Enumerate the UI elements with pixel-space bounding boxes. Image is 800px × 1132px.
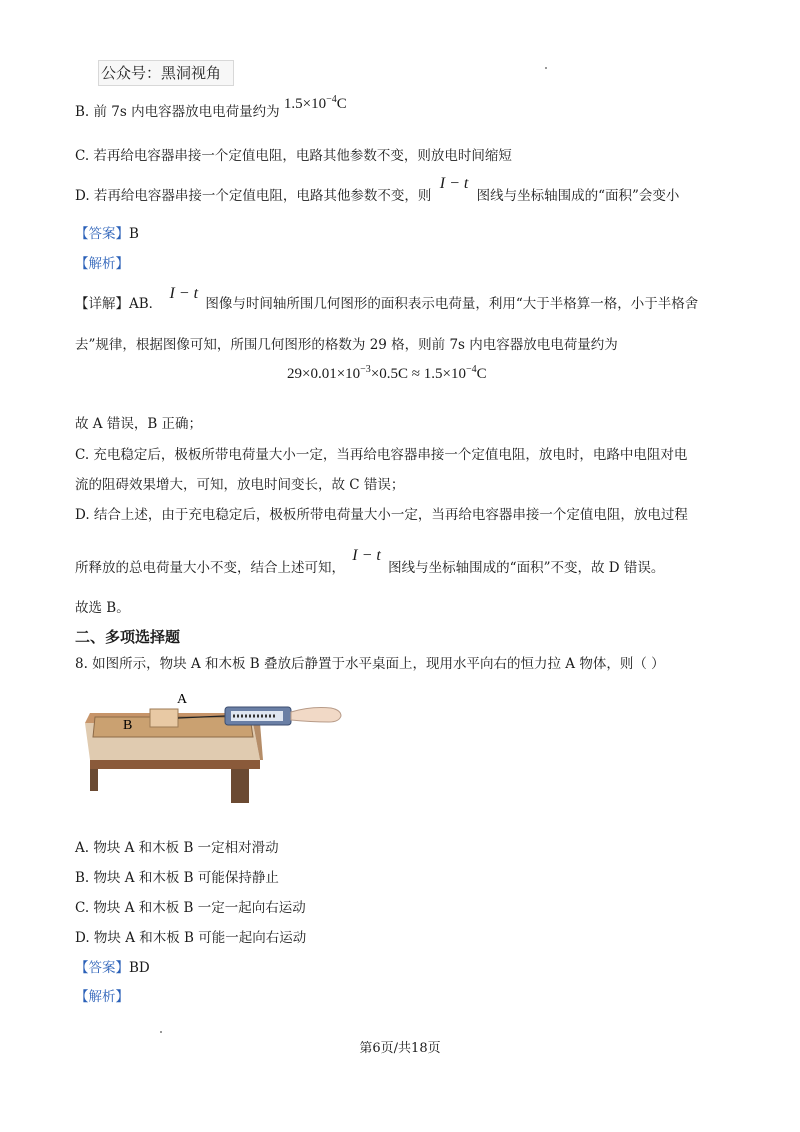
- detail-p4-line2: [75, 547, 665, 577]
- detail-ab: AB．: [129, 296, 163, 312]
- formula-unit: C: [336, 96, 347, 112]
- option-d-line: [75, 175, 680, 205]
- hand-icon: [291, 708, 341, 723]
- option-b-text: B. 前 7s 内电容器放电电荷量约为: [75, 104, 280, 120]
- detail-p5: 故选 B。: [75, 600, 130, 616]
- it-symbol: I − t: [169, 285, 199, 302]
- q8-answer: [75, 956, 150, 976]
- it-symbol: I − t: [439, 175, 469, 192]
- figure-block-on-board: [85, 685, 345, 807]
- formula-exp-2: −4: [465, 364, 477, 375]
- watermark-label: 公众号：黑洞视角: [98, 60, 234, 86]
- detail-p3-line1: C. 充电稳定后，极板所带电荷量大小一定，当再给电容器串接一个定值电阻，放电时，电路中电阻对电: [75, 447, 688, 463]
- answer-line: [75, 222, 139, 242]
- option-b-line: [75, 94, 347, 121]
- detail-text: 图像与时间轴所围几何图形的面积表示电荷量，利用“大于半格算一格，小于半格舍: [205, 296, 699, 312]
- speck: [160, 1031, 162, 1033]
- formula-exp-1: −3: [360, 364, 371, 375]
- page-footer: 第6页/共18页: [359, 1041, 441, 1056]
- label-a: A: [177, 692, 188, 707]
- detail-line-2: 去”规律，根据图像可知，所围几何图形的格数为 29 格，则前 7s 内电容器放电电荷量约为: [75, 337, 618, 353]
- detail-p4-line1: D. 结合上述，由于充电稳定后，极板所带电荷量大小一定，当再给电容器串接一个定值电阻，放电过程: [75, 507, 688, 523]
- block-a: [150, 709, 178, 727]
- speck: [545, 67, 547, 69]
- detail-p3-line2: 流的阻碍效果增大，可知，放电时间变长，故 C 错误；: [75, 477, 405, 493]
- option-d-text: D. 若再给电容器串接一个定值电阻，电路其他参数不变，则: [75, 188, 432, 204]
- formula-part-2: ×0.5C ≈ 1.5×10: [370, 366, 466, 382]
- formula-exponent: −4: [326, 94, 337, 105]
- formula-mantissa: 1.5×10: [283, 96, 327, 112]
- q8-option-b: B. 物块 A 和木板 B 可能保持静止: [75, 870, 279, 886]
- detail-text-after: 图线与坐标轴围成的“面积”不变，故 D 错误。: [388, 560, 665, 576]
- analysis-tag: 【解析】: [75, 256, 129, 272]
- q8-option-d: D. 物块 A 和木板 B 可能一起向右运动: [75, 930, 307, 946]
- table-leg-left: [90, 769, 98, 791]
- answer-text: BD: [129, 960, 150, 976]
- table-apron: [90, 760, 260, 769]
- answer-tag: 【答案】: [75, 960, 129, 976]
- answer-text: B: [129, 226, 139, 242]
- answer-tag: 【答案】: [75, 226, 129, 242]
- detail-tag: 【详解】: [75, 296, 129, 312]
- option-c-line: C. 若再给电容器串接一个定值电阻，电路其他参数不变，则放电时间缩短: [75, 148, 512, 164]
- detail-line-1: [75, 285, 699, 313]
- q8-option-a: A. 物块 A 和木板 B 一定相对滑动: [75, 840, 279, 856]
- formula-part-3: C: [476, 366, 487, 382]
- formula-line: [287, 364, 487, 383]
- option-d-text-after: 图线与坐标轴围成的“面积”会变小: [476, 188, 680, 204]
- section-heading: 二、多项选择题: [75, 628, 181, 646]
- question-8-stem: 8. 如图所示，物块 A 和木板 B 叠放后静置于水平桌面上，现用水平向右的恒力拉 A 物体，则（ ）: [75, 656, 665, 672]
- q8-analysis-tag: 【解析】: [75, 989, 129, 1005]
- table-leg: [231, 769, 249, 803]
- option-b-formula: [284, 96, 347, 112]
- formula-part-1: 29×0.01×10: [287, 366, 361, 382]
- detail-text: 所释放的总电荷量大小不变，结合上述可知，: [75, 560, 345, 576]
- detail-p2: 故 A 错误，B 正确；: [75, 416, 203, 432]
- it-symbol: I − t: [352, 547, 381, 564]
- q8-option-c: C. 物块 A 和木板 B 一定一起向右运动: [75, 900, 306, 916]
- label-b: B: [123, 718, 133, 733]
